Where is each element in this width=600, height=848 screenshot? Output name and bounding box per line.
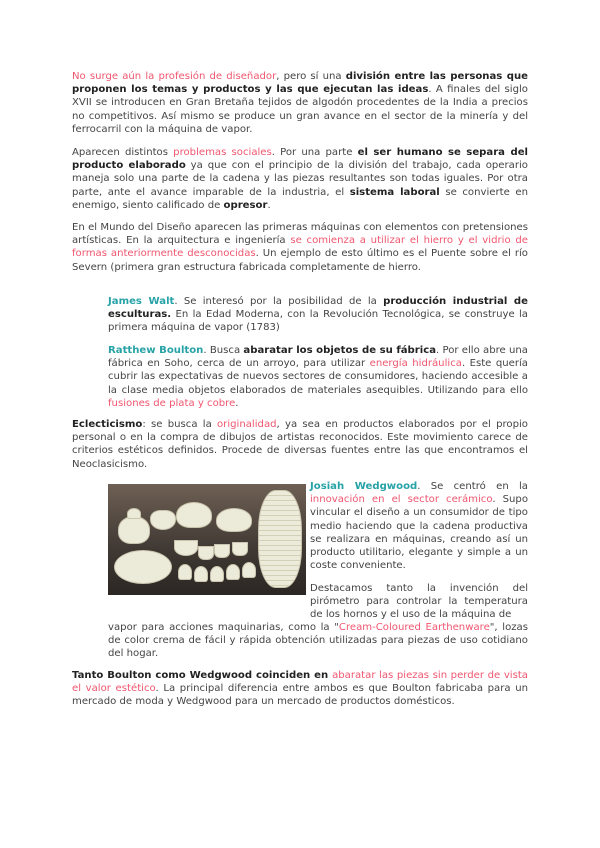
bold-text: opresor <box>223 199 268 211</box>
egg-cup <box>194 566 208 582</box>
teapot <box>118 516 150 544</box>
body-text: . <box>235 397 239 409</box>
tureen <box>176 502 212 528</box>
highlight-text: originalidad <box>217 419 277 430</box>
highlight-text: fusiones de plata y cobre <box>108 397 236 409</box>
body-text: se convierte en enemigo, siento calificado de <box>72 186 528 211</box>
body-text: , pero sí una <box>276 71 346 82</box>
body-text: . Por ello abre una fábrica en Soho, cerca de un arroyo, para utilizar <box>108 345 528 370</box>
body-text: . Un ejemplo de esto último es el Puente sobre el río Severn (primera gran estructura fabricada completamente de hierro. <box>72 248 528 273</box>
egg-cup <box>178 564 192 580</box>
body-text: Aparecen distintos <box>72 147 174 158</box>
name-text: Josiah Wedgwood <box>310 481 418 492</box>
highlight-text: No surge aún la profesión de diseñador <box>72 71 277 82</box>
teapot-lid <box>127 508 141 519</box>
cup <box>214 544 230 558</box>
bold-text: Tanto Boulton como Wedgwood coinciden en <box>72 670 333 681</box>
body-text: En el Mundo del Diseño aparecen las primeras máquinas con elementos con pretensiones artísticas. En la arquitectura e ingeniería <box>72 222 528 247</box>
highlight-text: problemas sociales <box>173 147 272 158</box>
paragraph-eclecticismo <box>72 418 528 471</box>
highlight-text: abaratar las piezas sin perder de vista el valor estético <box>72 670 528 695</box>
platter <box>114 550 172 584</box>
plate-stack <box>258 490 302 588</box>
body-text: . Se centró en la <box>417 481 528 492</box>
paragraph-division-trabajo <box>72 70 528 136</box>
highlight-text: se comienza a utilizar el hierro y el vidrio de formas anteriormente desconocidas <box>72 235 528 260</box>
paragraph-mundo-diseno <box>72 221 528 274</box>
body-text: En la Edad Moderna, con la Revolución Tecnológica, se construye la primera máquina de vapor (1783) <box>108 309 528 334</box>
highlight-text: innovación en el sector cerámico <box>310 494 493 506</box>
body-text: . <box>267 199 271 211</box>
body-text: . Se interesó por la posibilidad de la <box>174 296 384 307</box>
body-text: ya que con el principio de la división del trabajo, cada operario maneja solo una parte de la cadena y las piezas resultantes son todas iguales. Por otra parte, ante el avance imparable de la industria, el <box>72 160 528 198</box>
bold-text: el ser humano se separa del producto elaborado <box>72 147 528 172</box>
egg-cup <box>210 566 224 582</box>
body-text: Destacamos tanto la invención del pirómetro para controlar la temperatura de los hornos y el uso de la máquina de <box>310 583 528 621</box>
bowl <box>174 540 198 556</box>
name-text: James Walt <box>108 296 175 307</box>
sauce-boat <box>150 510 176 530</box>
highlight-text: Cream-Coloured Earthenware <box>338 622 490 633</box>
body-text: . A finales del siglo XVII se introducen en Gran Bretaña tejidos de algodón procedentes de la India a precios no competitivos. Así mismo se produce un gran avance en el sector de la minería y del ferrocarril con la máquina de vapor. <box>72 84 528 135</box>
paragraph-problemas-sociales <box>72 146 528 212</box>
highlight-text: energía hidráulica <box>369 358 462 370</box>
body-text: . Por una parte <box>271 147 358 158</box>
cup <box>198 546 214 560</box>
bold-text: abaratar los objetos de su fábrica <box>243 345 437 356</box>
wedgwood-ceramics-photo <box>108 484 306 595</box>
cup <box>232 542 248 556</box>
bold-text: Eclecticismo <box>72 419 143 430</box>
body-text: : se busca la <box>142 419 217 430</box>
body-text: . Busca <box>203 345 244 356</box>
egg-cup <box>226 564 240 580</box>
paragraph-pirometro-wrap <box>310 582 528 622</box>
tureen-large <box>216 508 252 532</box>
name-text: Ratthew Boulton <box>108 345 204 356</box>
bold-text: división entre las personas que proponen los temas y productos y las que ejecutan las ideas <box>72 71 528 96</box>
body-text: ", lozas de color crema de fácil y rápida obtención utilizadas para piezas de uso cotidiano del hogar. <box>108 622 528 660</box>
paragraph-boulton <box>108 344 528 410</box>
bold-text: sistema laboral <box>349 186 440 198</box>
body-text: . La principal diferencia entre ambos es que Boulton fabricaba para un mercado de moda y Wedgwood para un mercado de productos domésticos. <box>72 683 529 708</box>
paragraph-wedgwood <box>310 480 528 572</box>
paragraph-james-walt <box>108 295 528 335</box>
body-text: , ya sea en productos elaborados por el propio personal o en la compra de dibujos de artistas reconocidos. Este movimiento carece de criterios estéticos definidos. Procede de diversas fuentes entre las que encontramos el Neoclasicismo. <box>72 419 528 470</box>
paragraph-conclusion <box>72 669 528 709</box>
body-text: . Este quería cubrir las expectativas de nuevos sectores de consumidores, haciendo accesible a la clase media objetos elaborados de materiales asequibles. Utilizando para ello <box>108 358 528 396</box>
paragraph-pirometro-cont <box>108 621 528 661</box>
body-text: . Supo vincular el diseño a un consumidor de tipo medio haciendo que la cadena productiva se realizara en máquinas, creando así un producto utilitario, elegante y simple a un coste conveniente. <box>310 494 528 572</box>
body-text: vapor para acciones maquinarias, como la " <box>108 622 339 633</box>
egg-cup <box>242 562 256 578</box>
bold-text: producción industrial de esculturas. <box>108 296 529 321</box>
